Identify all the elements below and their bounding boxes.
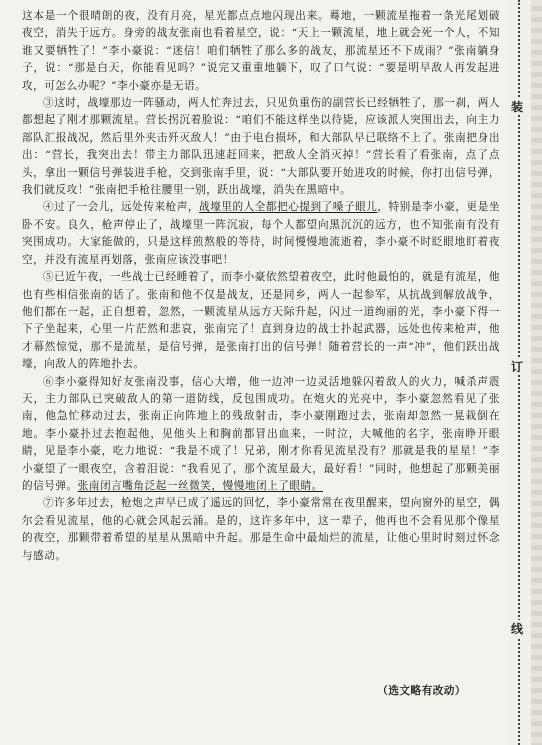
paragraph-7: ⑦许多年过去，枪炮之声早已成了遥远的回忆，李小豪常常在夜里醒来，望向窗外的星空，偶尔会看见流星，他的心就会风起云涌。是的，这许多年中，这一辈子，他再也不会看见那个像星的夜空，那颗带着希望的星星从黑暗中升起。那是生命中最灿烂的流星，让他心里时时刻过怀念与感动。	[22, 497, 500, 562]
binding-mark-mid: 订	[510, 360, 523, 374]
binding-mark-top: 装	[510, 100, 523, 114]
paragraph-4: ④过了一会儿，远处传来枪声，战壕里的人全都把心提到了嗓子眼儿，特别是李小豪，更是坐卧不安。良久，枪声停止了，战壕里一阵沉寂，每个人都望向黑沉沉的远方，也不知张南有没有突围成功。大家能做的，只是这样煎熬般的等待，时间慢慢地流逝着，李小豪不时眨眼地盯着夜空，并没有流星再划落，张南应该没事吧！	[22, 201, 500, 266]
source-note: （选文略有改动）	[377, 685, 466, 697]
underlined-sentence-1: 战壕里的人全都把心提到了嗓子眼儿	[199, 201, 378, 214]
paragraph-5: ⑤已近午夜，一些战士已经睡着了，而李小豪依然望着夜空，此时他最怕的，就是有流星，他也有些相信张南的话了。张南和他不仅是战友，还是同乡，两人一起参军，从抗战到解放战争，他们都在一起，正自想着，忽然，一颗流星从远方天际升起，闪过一道绚丽的光，李小豪下得一下子坐起来，心里一片茫然和悲哀，张南完了！直到身边的战士扑起武器，远处也传来枪声，他才幕然惊觉，那不是流星，是信号弹，是张南打出的信号弹！随着营长的一声“冲”，他们跃出战壕，向敌人的阵地扑去。	[22, 271, 500, 371]
page-edge-stack	[531, 0, 542, 745]
paragraph-2: 这本是一个很晴朗的夜，没有月亮，星光都点点地闪现出来。蓦地，一颗流星拖着一条光尾划破夜空，消失于远方。身旁的战友张南也看着星空，说：“天上一颗流星，地上就会死一个人，不知谁又要牺牲了！”李小豪说：“迷信！咱们牺牲了那么多的战友，那流星还不下成雨？”张南躺身子，说：“那是白天，你能看见吗？”说完又重重地躺下，叹了口气说：“要是明早敌人再发起进攻，可怎么办呢？”李小豪亦是无语。	[22, 10, 500, 92]
binding-mark-bottom: 线	[510, 622, 523, 636]
paragraph-6: ⑥李小豪得知好友张南没事，信心大增，他一边冲一边灵活地躲闪着敌人的火力，喊杀声震天，主力部队已突破敌人的第一道防线，反包围成功。在炮火的光亮中，李小豪忽然看见了张南，他急忙移动过去，张南正向阵地上的残敌射击，李小豪刚跑过去，张南却忽然一晃栽倒在地。李小豪扑过去抱起他，见他头上和胸前都冒出血来，一时泣，大喊他的名字，张南睁开眼睛，见是李小豪，吃力地说：“我是不成了！兄弟，刚才你看见流星没有？那就是我的星星！”李小豪望了一眼夜空，含着泪说：“我看见了，那个流星最大，最好看！”同时，他想起了那颗美丽的信号弹。张南闭言嘴角泛起一丝微笑，慢慢地闭上了眼睛。	[22, 375, 500, 492]
paragraph-3: ③这时，战壕那边一阵骚动，两人忙奔过去，只见负重伤的副营长已经牺牲了，那一刹，两人都想起了刚才那颗流星。营长拐沉着脸说：“咱们不能这样坐以待毙，应该派人突围出去，向主力部队汇报战况，然后里外夹击歼灭敌人！”由于电台损坏，和大部队早已联络不上了。张南把身出出：“营长，我突出去！带主力部队迅速赶回来，把敌人全消灭掉！”营长看了看张南，点了点头，拿出一颗信号弹装进手枪，交到张南手里，说：“大部队要开始进攻的时候，你打出信号弹，我们就反攻！”张南把手枪往腰里一别，跃出战壕，消失在黑暗中。	[22, 97, 500, 197]
article-text	[22, 8, 500, 565]
underlined-sentence-2: 张南闭言嘴角泛起一丝微笑，慢慢地闭上了眼睛。	[77, 479, 323, 492]
